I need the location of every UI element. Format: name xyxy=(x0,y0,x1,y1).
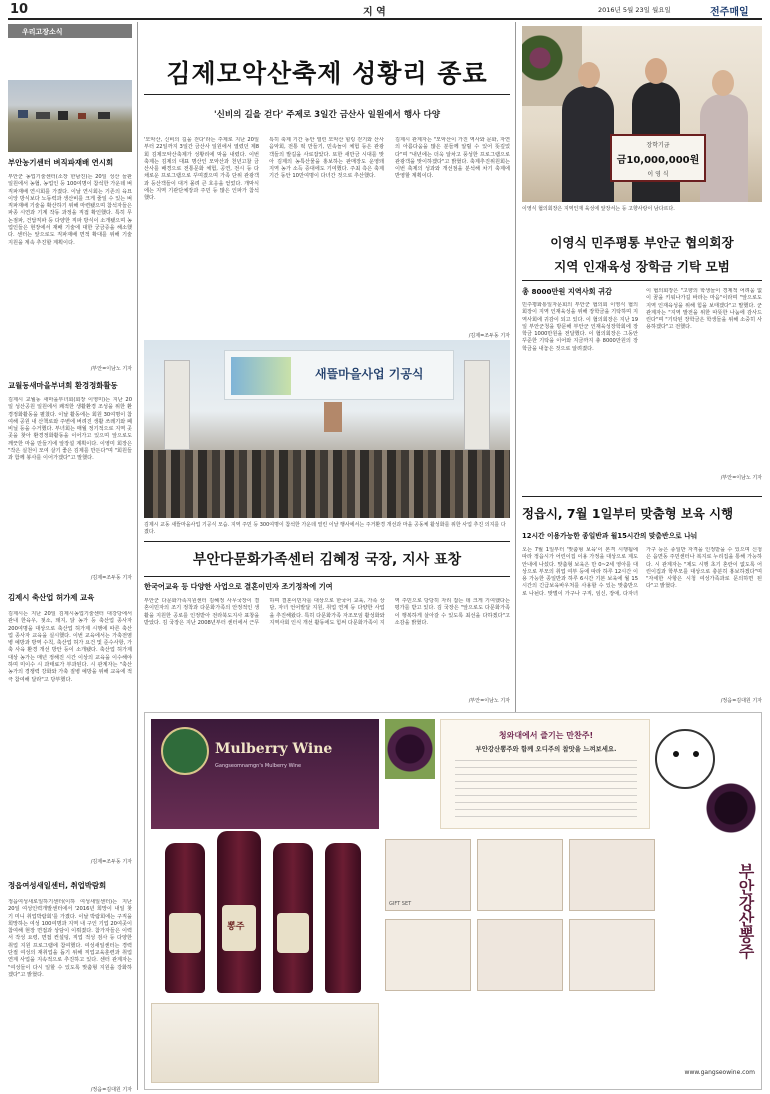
ad-big-title: 부안강산뽕주 xyxy=(736,863,755,959)
person-left xyxy=(562,86,614,202)
board-donor: 이 영 식 xyxy=(647,171,669,178)
ad-mulberry-cluster xyxy=(705,773,757,843)
lead-headline: 김제모악산축제 성황리 종료 xyxy=(166,59,488,88)
lead-body-col3: 김제시 관계자는 "모악산이 가진 역사와 문화, 자연의 아름다움을 많은 분들께 알릴 수 있어 뜻깊었다"며 "내년에는 더욱 알차고 풍성한 프로그램으로 관광객을 맞이하겠다"고 밝혔다. 축제추진위원회는 이번 축제의 성과와 개선점을 분석해 차기 축제에 반영할 계획이다. xyxy=(395,137,510,180)
sidebar-story2-headline: 교월동새마을부녀회 환경정화활동 xyxy=(8,381,118,390)
stage-backdrop xyxy=(224,350,454,400)
sidebar-story4-headline: 정읍여성새일센터, 취업박람회 xyxy=(8,881,107,890)
issue-date: 2016년 5월 23일 월요일 xyxy=(598,6,671,14)
ad-top-panel xyxy=(151,719,379,829)
family-body: 부안군 다문화가족지원센터 김혜정 사무국장이 결혼이민자의 조기 정착과 다문화가족의 안정적인 생활을 지원한 공로를 인정받아 전라북도지사 표창을 받았다. 김 국장은 지난 2008년부터 센터에서 근무하며 결혼이민자를 대상으로 한국어 교육, 가족 상담, 자녀 언어발달 지원, 취업 연계 등 다양한 사업을 추진해왔다. 특히 다문화가족 자조모임 활성화와 지역사회 인식 개선 활동에도 힘써 다문화가족이 지역 주민으로 당당히 자리 잡는 데 크게 기여했다는 평가를 받고 있다. 김 국장은 "앞으로도 다문화가족이 행복하게 살아갈 수 있도록 최선을 다하겠다"고 소감을 밝혔다. xyxy=(144,598,510,626)
ad-bottle-2 xyxy=(217,831,261,993)
family-subhead: 한국어교육 등 다양한 사업으로 결혼이민자 조기정착에 기여 xyxy=(144,582,333,591)
mulberry-wine-ad xyxy=(144,712,762,1090)
lead-body-col2: 특히 축제 기간 동안 열린 모악산 힐링 걷기와 산사 음악회, 전통 떡 만들기, 민속놀이 체험 등은 관광객들의 발길을 사로잡았다. 또한 새만금 시대를 맞아 김제의 농특산물을 홍보하는 판매장도 운영돼 지역 농가 소득 증대에도 기여했다. 주최 측은 축제 기간 동안 10만여명이 다녀간 것으로 추산했다. xyxy=(269,137,384,180)
sidebar-story2-body: 김제시 교월동 새마을부녀회(회장 이영미)는 지난 20일 성산공원 일원에서 쾌적한 생활환경 조성을 위한 환경정화활동을 펼쳤다. 이날 활동에는 회원 30여명이 참여해 공원 내 산책로와 주변에 버려진 생활 쓰레기와 폐비닐 등을 수거했다. 부녀회는 매월 정기적으로 지역 곳곳을 찾아 환경정화활동을 이어가고 있으며 앞으로도 깨끗한 마을 만들기에 앞장설 계획이다. 이영미 회장은 "작은 실천이 모여 살기 좋은 김제를 만든다"며 "회원들과 함께 봉사를 이어가겠다"고 말했다. xyxy=(8,397,132,462)
section-title: 지 역 xyxy=(363,7,386,18)
lead-rule xyxy=(144,94,510,95)
ad-bottle-1 xyxy=(165,843,205,993)
header-rule xyxy=(8,18,762,20)
ad-bottle-4 xyxy=(325,843,361,993)
board-amount: 금10,000,000원 xyxy=(616,155,700,166)
jeongeup-body: 오는 7월 1일부터 '맞춤형 보육'이 본격 시행됨에 따라 정읍시가 어린이집 이용 가정을 대상으로 제도 안내에 나섰다. 맞춤형 보육은 만 0~2세 영아를 대상으로 부모의 취업 여부 등에 따라 하루 12시간 이용 가능한 종일반과 하루 6시간 기본 보육에 월 15시간의 긴급보육바우처를 사용할 수 있는 맞춤반으로 나뉜다. 맞벌이 가구나 구직, 임신, 장애, 다자녀 가구 등은 종일반 자격을 인정받을 수 있으며 신청은 읍면동 주민센터나 복지로 누리집을 통해 가능하다. 시 관계자는 "제도 시행 초기 혼란이 없도록 어린이집과 학부모를 대상으로 충분히 홍보하겠다"며 "자세한 사항은 시청 여성가족과로 문의하면 된다"고 밝혔다. xyxy=(522,547,762,597)
ad-bottle-3 xyxy=(273,843,313,993)
scholarship-caption: 이영식 협의회장은 지역인재 육성에 앞장서는 등 고향사랑이 남다르다. xyxy=(522,206,675,212)
family-top-rule xyxy=(144,541,510,542)
ceremony-caption: 김제시 교동 새뜰마을사업 기공식 모습. 지역 주민 등 300여명이 참석한 가운데 열린 이날 행사에서는 주거환경 개선과 마을 공동체 활성화를 위한 사업 추진 의지를 다졌다. xyxy=(144,522,506,535)
jeongeup-top-rule xyxy=(522,496,762,497)
right-divider xyxy=(515,22,516,712)
sidebar-story4-byline: /정읍=김대원 기자 xyxy=(90,1087,132,1093)
lead-body-col1: '모악산, 신비의 길을 걷다'라는 주제로 지난 20일부터 22일까지 3일간 금산사 일원에서 열렸던 제8회 김제모악산축제가 성황리에 막을 내렸다. 이번 축제는 김제의 대표 명산인 모악산과 천년고찰 금산사를 배경으로 전통문화 체험, 공연, 전시 등 다채로운 프로그램으로 꾸며졌으며 가족 단위 관광객과 등산객들이 대거 몰려 큰 호응을 얻었다. 개막식에는 지역 기관단체장과 주민 등 많은 인파가 참석했다. xyxy=(144,137,259,202)
ad-headline: 청와대에서 즐기는 만찬주! xyxy=(498,731,594,740)
ad-gift-grid xyxy=(385,839,655,999)
ad-message-panel xyxy=(440,719,650,829)
jeongeup-subhead: 12시간 이용가능한 종일반과 월15시간의 맞춤반으로 나눠 xyxy=(522,532,698,540)
sidebar-photo-field xyxy=(8,80,132,152)
newspaper-name: 전주매일 xyxy=(710,7,749,18)
scholarship-body-col1: 민주평화통일자문회의 부안군 협의회 이영식 협의회장이 지역 인재육성을 위해 장학금을 기탁하며 지역사회에 귀감이 되고 있다. 이 협의회장은 지난 19일 부안군청을 방문해 부안군 인재육성장학회에 장학금 1000만원을 전달했다. 이 협의회장은 그동안 꾸준한 기탁을 이어와 지금까지 총 8000만원의 장학금을 내놓은 것으로 알려졌다. xyxy=(522,302,638,352)
sidebar-story3-byline: /김제=조두동 기자 xyxy=(90,859,132,865)
sidebar-story2-byline: /김제=조두동 기자 xyxy=(90,575,132,581)
family-byline: /부안=이남노 기자 xyxy=(468,698,510,704)
page-number: 10 xyxy=(10,2,29,17)
scholarship-photo xyxy=(522,26,762,202)
ad-berries-photo xyxy=(385,719,435,779)
sidebar xyxy=(8,24,132,1092)
ad-headline2: 부안강산뽕주와 함께 오디주의 참맛을 느껴보세요. xyxy=(475,745,617,753)
family-mid-rule xyxy=(144,576,510,577)
page-header xyxy=(8,2,762,18)
ad-bottom-bar xyxy=(151,1003,379,1083)
lead-byline: /김제=조두동 기자 xyxy=(468,333,510,339)
sidebar-story1-byline: /부안=이남노 기자 xyxy=(90,366,132,372)
scholarship-headline-1: 이영식 민주평통 부안군 협의회장 xyxy=(550,235,734,250)
family-headline: 부안다문화가족센터 김혜정 국장, 지사 표창 xyxy=(192,552,462,568)
sidebar-divider xyxy=(137,22,138,1090)
lead-subhead: '신비의 길을 걷다' 주제로 3일간 금산사 일원에서 행사 다양 xyxy=(213,110,441,120)
sidebar-story3-body: 김제시는 지난 20일 김제시농업기술센터 대강당에서 관내 한육우, 젖소, 돼지, 닭 농가 등 축산업 종사자 200여명을 대상으로 축산업 허가제 시행에 따른 축산업 종사자 교육을 실시했다. 이번 교육에서는 가축전염병 예방과 방역 수칙, 축산업 허가 요건 및 준수사항, 가축 사육 환경 개선 방안 등이 소개됐다. 축산업 허가제 대상 농가는 매년 정해진 시간 이상의 교육을 이수해야 하며 미이수 시 과태료가 부과된다. 시 관계자는 "축산 농가의 경쟁력 강화와 가축 질병 예방을 위해 교육에 적극 참여해 달라"고 당부했다. xyxy=(8,611,132,683)
sidebar-story1-headline: 부안농기센터 벼직파재배 연시회 xyxy=(8,158,114,167)
jeongeup-headline: 정읍시, 7월 1일부터 맞춤형 보육 시행 xyxy=(522,506,734,521)
scholarship-headline-2: 지역 인재육성 장학금 기탁 모범 xyxy=(554,259,730,274)
ad-brand-small: Gangseomnamgn's Mulberry Wine xyxy=(215,763,302,769)
scholarship-board xyxy=(610,134,706,182)
ad-gift-label: GIFT SET xyxy=(389,901,412,907)
board-title: 장학기금 xyxy=(646,142,670,149)
scholarship-subhead: 총 8000만원 지역사회 귀감 xyxy=(522,287,613,296)
sidebar-story4-body: 정읍여성새로일하기센터(이하 여성새일센터)는 지난 20일 여성인력개발센터에서 '2016년 희망이 내일 찾기 미니 취업박람회'를 가졌다. 이날 박람회에는 구직을 희망하는 여성 100여명과 지역 내 구인 기업 20여곳이 참여해 현장 면접과 상담이 이뤄졌다. 참가자들은 이력서 작성 요령, 면접 컨설팅, 직업 적성 검사 등 다양한 취업 지원 프로그램에 참여했다. 여성새일센터는 경력단절 여성의 재취업을 돕기 위해 직업교육훈련과 취업 연계 사업을 지속적으로 추진하고 있다. 센터 관계자는 "여성들이 다시 일할 수 있도록 맞춤형 지원을 강화하겠다"고 밝혔다. xyxy=(8,899,132,978)
stage-banner-text: 새뜰마을사업 기공식 xyxy=(315,367,424,381)
bottle-label: 뽕주 xyxy=(227,922,245,932)
ad-brand: Mulberry Wine xyxy=(215,741,333,757)
scholarship-rule xyxy=(522,280,762,281)
crowd xyxy=(144,450,510,518)
sidebar-story1-body: 부안군 농업기술센터(소장 한남진)는 20일 성산 들판 일원에서 농협, 농업인 등 100여명이 참석한 가운데 벼 직파재배 연시회를 가졌다. 이날 연시회는 기존의 육묘 이앙 방식보다 노동력과 생산비를 크게 줄일 수 있는 벼 직파재배 기술을 확산하기 위해 마련됐으며 참석자들은 파종 시연과 기계 작동 과정을 직접 확인했다. 특히 무논점파, 건답직파 등 다양한 직파 방식이 소개됐으며 농업인들은 현장에서 재배 기술에 대한 궁금증을 해소했다. 센터는 앞으로도 직파재배 면적 확대를 위해 기술 지원을 계속 추진할 계획이다. xyxy=(8,174,132,246)
scholarship-byline: /부안=이남노 기자 xyxy=(720,475,762,481)
ad-website: www.gangseowine.com xyxy=(684,1069,755,1076)
scholarship-body-col2: 이 협의회장은 "고향의 학생들이 경제적 어려움 없이 꿈을 키워나가길 바라는 마음"이라며 "앞으로도 지역 인재육성을 위해 힘을 보태겠다"고 말했다. 군 관계자는 "지역 발전을 위한 따뜻한 나눔에 감사드린다"며 "기탁된 장학금은 학생들을 위해 소중히 사용하겠다"고 전했다. xyxy=(646,288,762,331)
person-right xyxy=(700,94,748,202)
sidebar-story3-headline: 김제시 축산업 허가제 교육 xyxy=(8,593,95,602)
jeongeup-byline: /정읍=김대원 기자 xyxy=(720,698,762,704)
ad-logo-badge xyxy=(161,727,209,775)
sidebar-section-label: 우리고장소식 xyxy=(8,24,132,38)
ceremony-photo xyxy=(144,340,510,518)
